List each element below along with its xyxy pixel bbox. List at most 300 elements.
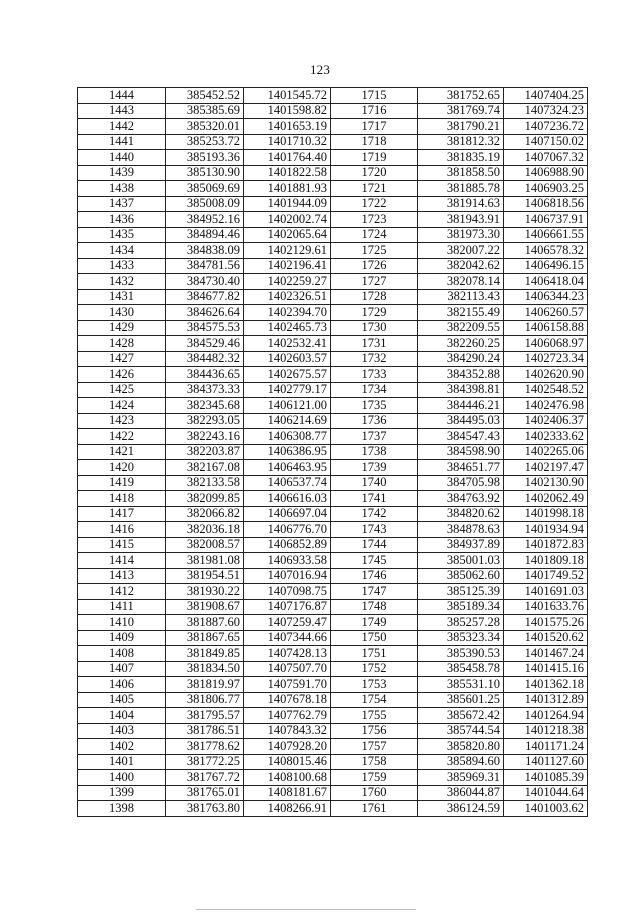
y-coordinate-left-cell: 1407591.70 (244, 677, 331, 693)
y-coordinate-right-cell: 1402620.90 (504, 367, 588, 383)
table-row (78, 506, 588, 522)
y-coordinate-right-cell: 1401003.62 (504, 801, 588, 817)
x-coordinate-right-cell: 386124.59 (418, 801, 504, 817)
table-row (78, 522, 588, 538)
x-coordinate-left-cell: 381867.65 (166, 630, 244, 646)
x-coordinate-right-cell: 382155.49 (418, 305, 504, 321)
y-coordinate-left-cell: 1401598.82 (244, 103, 331, 119)
y-coordinate-right-cell: 1407067.32 (504, 150, 588, 166)
point-number-right-cell: 1761 (331, 801, 418, 817)
point-number-right-cell: 1731 (331, 336, 418, 352)
y-coordinate-right-cell: 1401467.24 (504, 646, 588, 662)
point-number-right-cell: 1739 (331, 460, 418, 476)
table-row (78, 382, 588, 398)
x-coordinate-left-cell: 381834.50 (166, 661, 244, 677)
point-number-left-cell: 1432 (78, 274, 166, 290)
table-row (78, 320, 588, 336)
x-coordinate-left-cell: 382167.08 (166, 460, 244, 476)
y-coordinate-right-cell: 1402130.90 (504, 475, 588, 491)
x-coordinate-left-cell: 385193.36 (166, 150, 244, 166)
y-coordinate-left-cell: 1406121.00 (244, 398, 331, 414)
point-number-left-cell: 1414 (78, 553, 166, 569)
y-coordinate-left-cell: 1407928.20 (244, 739, 331, 755)
point-number-left-cell: 1443 (78, 103, 166, 119)
x-coordinate-left-cell: 381778.62 (166, 739, 244, 755)
y-coordinate-left-cell: 1406697.04 (244, 506, 331, 522)
table-row (78, 599, 588, 615)
y-coordinate-right-cell: 1406578.32 (504, 243, 588, 259)
point-number-left-cell: 1405 (78, 692, 166, 708)
table-row (78, 289, 588, 305)
x-coordinate-right-cell: 385531.10 (418, 677, 504, 693)
x-coordinate-left-cell: 382203.87 (166, 444, 244, 460)
x-coordinate-right-cell: 384352.88 (418, 367, 504, 383)
y-coordinate-right-cell: 1401749.52 (504, 568, 588, 584)
x-coordinate-right-cell: 384598.90 (418, 444, 504, 460)
point-number-right-cell: 1722 (331, 196, 418, 212)
x-coordinate-left-cell: 382293.05 (166, 413, 244, 429)
y-coordinate-left-cell: 1402129.61 (244, 243, 331, 259)
y-coordinate-right-cell: 1401872.83 (504, 537, 588, 553)
point-number-left-cell: 1421 (78, 444, 166, 460)
x-coordinate-left-cell: 384575.53 (166, 320, 244, 336)
x-coordinate-left-cell: 385253.72 (166, 134, 244, 150)
x-coordinate-right-cell: 384495.03 (418, 413, 504, 429)
table-row (78, 739, 588, 755)
table-row (78, 429, 588, 445)
table-row (78, 646, 588, 662)
y-coordinate-left-cell: 1401881.93 (244, 181, 331, 197)
point-number-right-cell: 1729 (331, 305, 418, 321)
point-number-right-cell: 1715 (331, 88, 418, 104)
y-coordinate-left-cell: 1406463.95 (244, 460, 331, 476)
x-coordinate-right-cell: 384651.77 (418, 460, 504, 476)
table-row (78, 134, 588, 150)
x-coordinate-right-cell: 381914.63 (418, 196, 504, 212)
x-coordinate-right-cell: 384937.89 (418, 537, 504, 553)
y-coordinate-left-cell: 1406386.95 (244, 444, 331, 460)
y-coordinate-left-cell: 1407762.79 (244, 708, 331, 724)
y-coordinate-left-cell: 1401710.32 (244, 134, 331, 150)
x-coordinate-right-cell: 385125.39 (418, 584, 504, 600)
table-row (78, 692, 588, 708)
point-number-right-cell: 1744 (331, 537, 418, 553)
y-coordinate-left-cell: 1402779.17 (244, 382, 331, 398)
point-number-left-cell: 1431 (78, 289, 166, 305)
x-coordinate-left-cell: 381795.57 (166, 708, 244, 724)
point-number-left-cell: 1422 (78, 429, 166, 445)
point-number-left-cell: 1428 (78, 336, 166, 352)
point-number-right-cell: 1736 (331, 413, 418, 429)
x-coordinate-left-cell: 382036.18 (166, 522, 244, 538)
y-coordinate-left-cell: 1402002.74 (244, 212, 331, 228)
x-coordinate-right-cell: 382260.25 (418, 336, 504, 352)
x-coordinate-right-cell: 385189.34 (418, 599, 504, 615)
point-number-right-cell: 1720 (331, 165, 418, 181)
point-number-left-cell: 1424 (78, 398, 166, 414)
table-row (78, 630, 588, 646)
y-coordinate-left-cell: 1402603.57 (244, 351, 331, 367)
y-coordinate-right-cell: 1401264.94 (504, 708, 588, 724)
y-coordinate-left-cell: 1407344.66 (244, 630, 331, 646)
y-coordinate-right-cell: 1402333.62 (504, 429, 588, 445)
x-coordinate-left-cell: 384436.65 (166, 367, 244, 383)
table-row (78, 661, 588, 677)
x-coordinate-right-cell: 385323.34 (418, 630, 504, 646)
x-coordinate-left-cell: 382243.16 (166, 429, 244, 445)
table-row (78, 460, 588, 476)
point-number-right-cell: 1728 (331, 289, 418, 305)
x-coordinate-right-cell: 385257.28 (418, 615, 504, 631)
point-number-left-cell: 1430 (78, 305, 166, 321)
x-coordinate-right-cell: 381973.30 (418, 227, 504, 243)
x-coordinate-left-cell: 384894.46 (166, 227, 244, 243)
x-coordinate-left-cell: 381767.72 (166, 770, 244, 786)
y-coordinate-right-cell: 1401312.89 (504, 692, 588, 708)
point-number-left-cell: 1434 (78, 243, 166, 259)
y-coordinate-left-cell: 1407843.32 (244, 723, 331, 739)
y-coordinate-left-cell: 1402065.64 (244, 227, 331, 243)
point-number-right-cell: 1753 (331, 677, 418, 693)
x-coordinate-right-cell: 381885.78 (418, 181, 504, 197)
x-coordinate-left-cell: 381849.85 (166, 646, 244, 662)
y-coordinate-right-cell: 1406661.55 (504, 227, 588, 243)
table-row (78, 227, 588, 243)
y-coordinate-left-cell: 1407259.47 (244, 615, 331, 631)
point-number-left-cell: 1429 (78, 320, 166, 336)
point-number-right-cell: 1749 (331, 615, 418, 631)
y-coordinate-left-cell: 1407016.94 (244, 568, 331, 584)
point-number-left-cell: 1425 (78, 382, 166, 398)
y-coordinate-left-cell: 1401653.19 (244, 119, 331, 135)
point-number-right-cell: 1751 (331, 646, 418, 662)
point-number-right-cell: 1724 (331, 227, 418, 243)
y-coordinate-right-cell: 1406344.23 (504, 289, 588, 305)
bottom-rule (196, 909, 416, 910)
x-coordinate-right-cell: 384878.63 (418, 522, 504, 538)
y-coordinate-right-cell: 1406158.88 (504, 320, 588, 336)
table-row (78, 367, 588, 383)
point-number-left-cell: 1399 (78, 785, 166, 801)
point-number-right-cell: 1737 (331, 429, 418, 445)
x-coordinate-left-cell: 384373.33 (166, 382, 244, 398)
point-number-left-cell: 1436 (78, 212, 166, 228)
x-coordinate-left-cell: 381786.51 (166, 723, 244, 739)
point-number-left-cell: 1435 (78, 227, 166, 243)
point-number-right-cell: 1718 (331, 134, 418, 150)
y-coordinate-right-cell: 1401633.76 (504, 599, 588, 615)
point-number-left-cell: 1406 (78, 677, 166, 693)
point-number-right-cell: 1755 (331, 708, 418, 724)
point-number-right-cell: 1734 (331, 382, 418, 398)
point-number-right-cell: 1735 (331, 398, 418, 414)
point-number-right-cell: 1756 (331, 723, 418, 739)
x-coordinate-right-cell: 384290.24 (418, 351, 504, 367)
table-row (78, 212, 588, 228)
table-row (78, 398, 588, 414)
x-coordinate-left-cell: 381908.67 (166, 599, 244, 615)
point-number-left-cell: 1415 (78, 537, 166, 553)
x-coordinate-right-cell: 381790.21 (418, 119, 504, 135)
y-coordinate-left-cell: 1406776.70 (244, 522, 331, 538)
x-coordinate-right-cell: 385894.60 (418, 754, 504, 770)
x-coordinate-left-cell: 381772.25 (166, 754, 244, 770)
y-coordinate-left-cell: 1402465.73 (244, 320, 331, 336)
x-coordinate-left-cell: 381806.77 (166, 692, 244, 708)
x-coordinate-right-cell: 382007.22 (418, 243, 504, 259)
x-coordinate-right-cell: 382042.62 (418, 258, 504, 274)
x-coordinate-right-cell: 384705.98 (418, 475, 504, 491)
y-coordinate-right-cell: 1406418.04 (504, 274, 588, 290)
y-coordinate-right-cell: 1406737.91 (504, 212, 588, 228)
y-coordinate-right-cell: 1401809.18 (504, 553, 588, 569)
table-row (78, 770, 588, 786)
x-coordinate-right-cell: 382078.14 (418, 274, 504, 290)
y-coordinate-left-cell: 1406933.58 (244, 553, 331, 569)
x-coordinate-left-cell: 385130.90 (166, 165, 244, 181)
x-coordinate-left-cell: 384529.46 (166, 336, 244, 352)
y-coordinate-left-cell: 1406852.89 (244, 537, 331, 553)
x-coordinate-left-cell: 384781.56 (166, 258, 244, 274)
y-coordinate-left-cell: 1406214.69 (244, 413, 331, 429)
y-coordinate-left-cell: 1407176.87 (244, 599, 331, 615)
y-coordinate-right-cell: 1401044.64 (504, 785, 588, 801)
x-coordinate-right-cell: 384446.21 (418, 398, 504, 414)
x-coordinate-left-cell: 384626.64 (166, 305, 244, 321)
y-coordinate-left-cell: 1402675.57 (244, 367, 331, 383)
table-row (78, 351, 588, 367)
y-coordinate-right-cell: 1401998.18 (504, 506, 588, 522)
point-number-right-cell: 1719 (331, 150, 418, 166)
point-number-left-cell: 1402 (78, 739, 166, 755)
point-number-left-cell: 1420 (78, 460, 166, 476)
x-coordinate-right-cell: 386044.87 (418, 785, 504, 801)
y-coordinate-right-cell: 1407324.23 (504, 103, 588, 119)
point-number-right-cell: 1754 (331, 692, 418, 708)
table-row (78, 103, 588, 119)
point-number-right-cell: 1717 (331, 119, 418, 135)
x-coordinate-left-cell: 382008.57 (166, 537, 244, 553)
point-number-left-cell: 1410 (78, 615, 166, 631)
point-number-left-cell: 1411 (78, 599, 166, 615)
x-coordinate-left-cell: 382099.85 (166, 491, 244, 507)
y-coordinate-right-cell: 1401218.38 (504, 723, 588, 739)
point-number-right-cell: 1743 (331, 522, 418, 538)
y-coordinate-left-cell: 1407507.70 (244, 661, 331, 677)
x-coordinate-left-cell: 381981.08 (166, 553, 244, 569)
table-row (78, 568, 588, 584)
point-number-left-cell: 1440 (78, 150, 166, 166)
x-coordinate-left-cell: 384730.40 (166, 274, 244, 290)
point-number-right-cell: 1757 (331, 739, 418, 755)
x-coordinate-left-cell: 381819.97 (166, 677, 244, 693)
point-number-left-cell: 1413 (78, 568, 166, 584)
point-number-left-cell: 1404 (78, 708, 166, 724)
point-number-left-cell: 1407 (78, 661, 166, 677)
point-number-right-cell: 1721 (331, 181, 418, 197)
table-row (78, 243, 588, 259)
y-coordinate-right-cell: 1406818.56 (504, 196, 588, 212)
y-coordinate-left-cell: 1407678.18 (244, 692, 331, 708)
y-coordinate-left-cell: 1402394.70 (244, 305, 331, 321)
y-coordinate-right-cell: 1401171.24 (504, 739, 588, 755)
table-row (78, 754, 588, 770)
y-coordinate-right-cell: 1401934.94 (504, 522, 588, 538)
table-row (78, 88, 588, 104)
y-coordinate-right-cell: 1402476.98 (504, 398, 588, 414)
table-row (78, 584, 588, 600)
x-coordinate-right-cell: 385969.31 (418, 770, 504, 786)
x-coordinate-left-cell: 382133.58 (166, 475, 244, 491)
y-coordinate-left-cell: 1401944.09 (244, 196, 331, 212)
y-coordinate-left-cell: 1402259.27 (244, 274, 331, 290)
coordinates-table-body (78, 88, 588, 817)
point-number-left-cell: 1439 (78, 165, 166, 181)
point-number-right-cell: 1760 (331, 785, 418, 801)
point-number-left-cell: 1419 (78, 475, 166, 491)
y-coordinate-right-cell: 1406496.15 (504, 258, 588, 274)
x-coordinate-right-cell: 381769.74 (418, 103, 504, 119)
x-coordinate-right-cell: 382209.55 (418, 320, 504, 336)
y-coordinate-left-cell: 1408015.46 (244, 754, 331, 770)
y-coordinate-left-cell: 1402532.41 (244, 336, 331, 352)
point-number-right-cell: 1725 (331, 243, 418, 259)
x-coordinate-right-cell: 385601.25 (418, 692, 504, 708)
table-row (78, 181, 588, 197)
table-row (78, 615, 588, 631)
table-row (78, 196, 588, 212)
point-number-left-cell: 1418 (78, 491, 166, 507)
x-coordinate-left-cell: 384838.09 (166, 243, 244, 259)
point-number-right-cell: 1730 (331, 320, 418, 336)
x-coordinate-left-cell: 381765.01 (166, 785, 244, 801)
point-number-right-cell: 1716 (331, 103, 418, 119)
x-coordinate-left-cell: 382345.68 (166, 398, 244, 414)
point-number-left-cell: 1433 (78, 258, 166, 274)
y-coordinate-right-cell: 1406988.90 (504, 165, 588, 181)
point-number-right-cell: 1741 (331, 491, 418, 507)
table-row (78, 413, 588, 429)
x-coordinate-left-cell: 381887.60 (166, 615, 244, 631)
table-row (78, 677, 588, 693)
x-coordinate-left-cell: 385452.52 (166, 88, 244, 104)
x-coordinate-right-cell: 385744.54 (418, 723, 504, 739)
y-coordinate-left-cell: 1408100.68 (244, 770, 331, 786)
y-coordinate-left-cell: 1406308.77 (244, 429, 331, 445)
y-coordinate-right-cell: 1401362.18 (504, 677, 588, 693)
y-coordinate-left-cell: 1401764.40 (244, 150, 331, 166)
y-coordinate-left-cell: 1406537.74 (244, 475, 331, 491)
point-number-left-cell: 1416 (78, 522, 166, 538)
x-coordinate-left-cell: 381954.51 (166, 568, 244, 584)
x-coordinate-right-cell: 381835.19 (418, 150, 504, 166)
point-number-left-cell: 1403 (78, 723, 166, 739)
table-row (78, 444, 588, 460)
point-number-right-cell: 1748 (331, 599, 418, 615)
table-row (78, 305, 588, 321)
point-number-right-cell: 1738 (331, 444, 418, 460)
point-number-right-cell: 1759 (331, 770, 418, 786)
table-row (78, 785, 588, 801)
y-coordinate-right-cell: 1406903.25 (504, 181, 588, 197)
y-coordinate-left-cell: 1402326.51 (244, 289, 331, 305)
point-number-right-cell: 1732 (331, 351, 418, 367)
x-coordinate-right-cell: 385001.03 (418, 553, 504, 569)
point-number-right-cell: 1733 (331, 367, 418, 383)
page-number: 123 (309, 62, 331, 77)
point-number-left-cell: 1438 (78, 181, 166, 197)
x-coordinate-right-cell: 381752.65 (418, 88, 504, 104)
x-coordinate-right-cell: 385062.60 (418, 568, 504, 584)
x-coordinate-right-cell: 384763.92 (418, 491, 504, 507)
y-coordinate-right-cell: 1407236.72 (504, 119, 588, 135)
y-coordinate-left-cell: 1402196.41 (244, 258, 331, 274)
y-coordinate-right-cell: 1401575.26 (504, 615, 588, 631)
x-coordinate-right-cell: 382113.43 (418, 289, 504, 305)
y-coordinate-right-cell: 1401691.03 (504, 584, 588, 600)
point-number-right-cell: 1723 (331, 212, 418, 228)
x-coordinate-right-cell: 384820.62 (418, 506, 504, 522)
y-coordinate-right-cell: 1402723.34 (504, 351, 588, 367)
y-coordinate-right-cell: 1401127.60 (504, 754, 588, 770)
point-number-left-cell: 1426 (78, 367, 166, 383)
x-coordinate-right-cell: 385820.80 (418, 739, 504, 755)
point-number-right-cell: 1750 (331, 630, 418, 646)
x-coordinate-left-cell: 384482.32 (166, 351, 244, 367)
table-row (78, 150, 588, 166)
y-coordinate-right-cell: 1406068.97 (504, 336, 588, 352)
x-coordinate-left-cell: 382066.82 (166, 506, 244, 522)
y-coordinate-right-cell: 1401415.16 (504, 661, 588, 677)
point-number-left-cell: 1408 (78, 646, 166, 662)
point-number-left-cell: 1423 (78, 413, 166, 429)
x-coordinate-right-cell: 381943.91 (418, 212, 504, 228)
point-number-right-cell: 1746 (331, 568, 418, 584)
y-coordinate-right-cell: 1402062.49 (504, 491, 588, 507)
table-row (78, 336, 588, 352)
y-coordinate-right-cell: 1407404.25 (504, 88, 588, 104)
point-number-right-cell: 1727 (331, 274, 418, 290)
point-number-left-cell: 1444 (78, 88, 166, 104)
x-coordinate-left-cell: 381763.80 (166, 801, 244, 817)
point-number-left-cell: 1400 (78, 770, 166, 786)
x-coordinate-left-cell: 385008.09 (166, 196, 244, 212)
point-number-left-cell: 1401 (78, 754, 166, 770)
x-coordinate-left-cell: 385320.01 (166, 119, 244, 135)
x-coordinate-left-cell: 384952.16 (166, 212, 244, 228)
point-number-right-cell: 1758 (331, 754, 418, 770)
point-number-right-cell: 1740 (331, 475, 418, 491)
table-row (78, 119, 588, 135)
y-coordinate-left-cell: 1406616.03 (244, 491, 331, 507)
y-coordinate-right-cell: 1401520.62 (504, 630, 588, 646)
y-coordinate-right-cell: 1402548.52 (504, 382, 588, 398)
point-number-left-cell: 1427 (78, 351, 166, 367)
table-row (78, 801, 588, 817)
x-coordinate-right-cell: 385458.78 (418, 661, 504, 677)
point-number-left-cell: 1442 (78, 119, 166, 135)
table-row (78, 165, 588, 181)
y-coordinate-left-cell: 1401545.72 (244, 88, 331, 104)
y-coordinate-right-cell: 1402265.06 (504, 444, 588, 460)
x-coordinate-left-cell: 381930.22 (166, 584, 244, 600)
point-number-right-cell: 1747 (331, 584, 418, 600)
y-coordinate-left-cell: 1401822.58 (244, 165, 331, 181)
table-row (78, 708, 588, 724)
x-coordinate-left-cell: 385385.69 (166, 103, 244, 119)
x-coordinate-right-cell: 381812.32 (418, 134, 504, 150)
table-row (78, 258, 588, 274)
